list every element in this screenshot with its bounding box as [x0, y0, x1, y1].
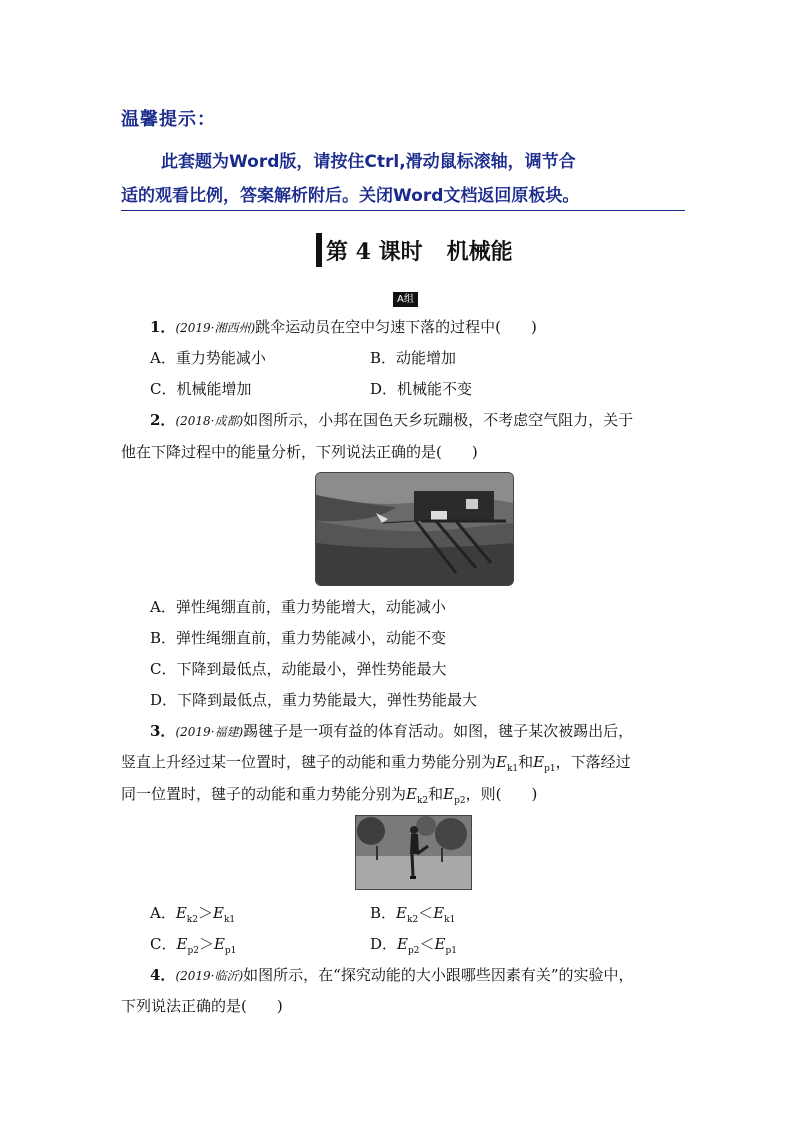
symbol-e: E [434, 935, 446, 953]
q3-number: 3． [150, 722, 176, 740]
q4-stem-line2: 下列说法正确的是( ) [121, 997, 283, 1015]
q3-option-d [370, 933, 457, 956]
lesson-title: 机械能 [446, 238, 513, 265]
bungee-photo [315, 472, 514, 586]
q2-stem-line2: 他在下降过程中的能量分析，下列说法正确的是( ) [121, 443, 478, 461]
sub-k1: k1 [223, 915, 236, 925]
q3-text-1: 踢毽子是一项有益的体育活动。如图，毽子某次被踢出后， [243, 722, 634, 740]
q3-option-c [150, 933, 236, 956]
sub-k2: k2 [416, 796, 429, 806]
q2-number: 2． [150, 411, 176, 429]
sub-p1: p1 [224, 946, 237, 956]
q4-source: (2019·临沂) [175, 969, 244, 983]
sub-k1: k1 [506, 764, 519, 774]
q1-stem [150, 316, 537, 337]
lesson-heading [316, 232, 513, 268]
tip-underline [121, 210, 685, 211]
q3-stem-line1 [150, 720, 633, 741]
shuttlecock-photo [355, 815, 472, 890]
q2-option-d: D．下降到最低点，重力势能最大，弹性势能最大 [150, 691, 478, 709]
tip-title: 温馨提示： [121, 109, 216, 130]
symbol-e: E [213, 904, 224, 922]
sub-p2: p2 [187, 946, 199, 956]
q2-option-b: B．弹性绳绷直前，重力势能减小，动能不变 [150, 629, 447, 647]
lesson-number: 第 4 课时 [326, 238, 423, 265]
q4-text-1: 如图所示，在“探究动能的大小跟哪些因素有关”的实验中， [243, 966, 634, 984]
q3-text-3b: 和 [428, 785, 444, 803]
q4-number: 4． [150, 966, 176, 984]
q3-d-label: D． [370, 935, 398, 953]
sub-k2: k2 [186, 915, 198, 925]
q3-stem-line2 [121, 751, 631, 774]
sub-k1: k1 [444, 915, 456, 925]
q3-text-3c: ，则( ) [465, 785, 538, 803]
symbol-e: E [396, 904, 407, 922]
tip-line-1: 此套题为Word版，请按住Ctrl,滑动鼠标滚轴，调节合 [161, 152, 576, 172]
symbol-e: E [433, 904, 445, 922]
q1-option-a: A．重力势能减小 [150, 349, 266, 367]
q2-option-c: C．下降到最低点，动能最小，弹性势能最大 [150, 660, 447, 678]
group-badge [393, 292, 418, 307]
q4-stem-line1 [150, 964, 634, 985]
symbol-e: E [175, 904, 187, 922]
tip-body [121, 145, 681, 213]
lt-sign: ＜ [418, 904, 434, 922]
symbol-e: E [213, 935, 225, 953]
q1-number: 1． [150, 318, 176, 336]
q1-source: (2019·湘西州) [175, 321, 256, 335]
q3-text-2a: 竖直上升经过某一位置时，毽子的动能和重力势能分别为 [121, 753, 497, 771]
sub-p2: p2 [407, 946, 420, 956]
sub-p1: p1 [445, 946, 457, 956]
q3-stem-line3 [121, 783, 537, 806]
gt-sign: ＞ [197, 904, 213, 922]
symbol-e: E [533, 753, 545, 771]
q1-option-b: B．动能增加 [370, 349, 457, 367]
q2-source: (2018·成都) [175, 414, 244, 428]
q3-b-label: B． [370, 904, 397, 922]
lt-sign: ＜ [419, 935, 435, 953]
heading-bar [316, 233, 322, 267]
symbol-e: E [406, 785, 417, 803]
q3-text-3a: 同一位置时，毽子的动能和重力势能分别为 [121, 785, 407, 803]
q1-option-c: C．机械能增加 [150, 380, 252, 398]
q3-option-b [370, 902, 455, 925]
q1-option-d: D．机械能不变 [370, 380, 473, 398]
q3-c-label: C． [150, 935, 177, 953]
q2-option-a: A．弹性绳绷直前，重力势能增大，动能减小 [150, 598, 446, 616]
tip-line-2: 适的观看比例，答案解析附后。关闭Word文档返回原板块。 [121, 186, 580, 206]
q2-text-1: 如图所示，小邦在国色天乡玩蹦极，不考虑空气阻力，关于 [243, 411, 634, 429]
sub-p1: p1 [544, 764, 556, 774]
gt-sign: ＞ [198, 935, 214, 953]
symbol-e: E [176, 935, 188, 953]
symbol-e: E [397, 935, 408, 953]
q3-source: (2019·福建) [175, 725, 244, 739]
q3-text-2c: ，下落经过 [555, 753, 631, 771]
sub-k2: k2 [406, 915, 419, 925]
q3-text-2b: 和 [518, 753, 534, 771]
q3-option-a [150, 902, 235, 925]
sub-p2: p2 [454, 796, 466, 806]
q2-stem-line1 [150, 409, 633, 430]
group-label: A组 [397, 294, 414, 305]
q3-a-label: A． [150, 904, 176, 922]
symbol-e: E [496, 753, 507, 771]
q1-text: 跳伞运动员在空中匀速下落的过程中( ) [255, 318, 537, 336]
symbol-e: E [443, 785, 455, 803]
